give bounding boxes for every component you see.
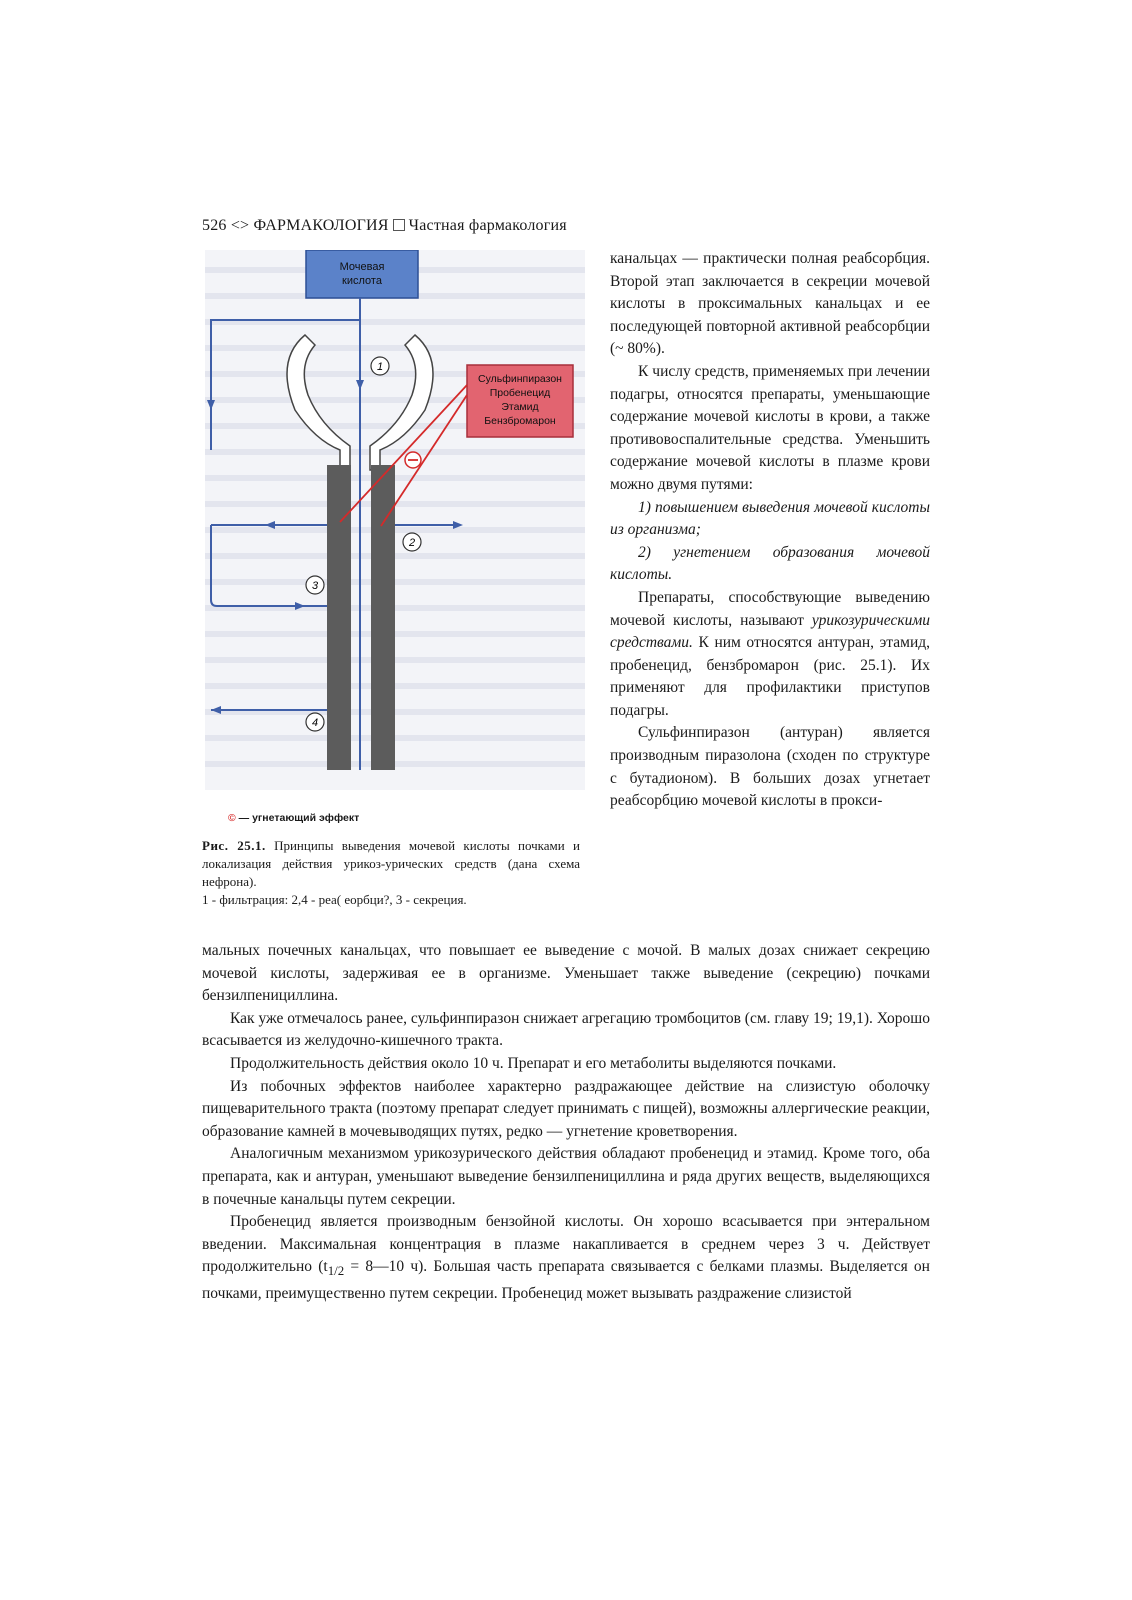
drug-label-1: Сульфинпиразон <box>478 373 562 385</box>
drug-label-2: Пробенецид <box>489 387 551 399</box>
full-paragraph-4: Из побочных эффектов наиболее характерно раздражающее действие на слизистую оболочку пищеварительного тракта (поэтому препарат следует принимать с пищей), возможны аллергические реакции, образование камней в мочевыводящих путях, редко — угнетение кроветворения. <box>202 1077 930 1140</box>
running-header <box>202 217 567 235</box>
col-paragraph-4 <box>610 542 930 587</box>
full-paragraph-3: Продолжительность действия около 10 ч. Препарат и его метаболиты выделяются почками. <box>230 1054 837 1072</box>
col-paragraph-5 <box>610 587 930 723</box>
uric-acid-label-2: кислота <box>342 275 382 287</box>
uric-acid-label-1: Мочевая <box>339 261 385 273</box>
col-paragraph-2: К числу средств, применяемых при лечении подагры, относятся препараты, уменьшающие содержание мочевой кислоты в крови, а также противовоспалительные средства. Уменьшить содержание мочевой кислоты в плазме крови можно двумя путями: <box>610 362 930 493</box>
page-number: 526 <box>202 217 227 234</box>
drug-label-4: Бензбромарон <box>484 415 556 427</box>
inhibit-legend-icon: © <box>228 812 236 824</box>
col-paragraph-1: канальцах — практически полная реабсорбция. Второй этап заключается в секреции мочевой кислоты в проксимальных канальцах и ее последующей повторной активной реабсорбции (~ 80%). <box>610 250 930 358</box>
col-p5-text-b: К ним относятся антуран, этамид, пробенецид, бензбромарон (рис. 25.1). Их применяют для профилактики приступов подагры. <box>610 634 930 719</box>
caption-line2: 1 - фильтрация: 2,4 - реа( еорбци?, 3 - секреция. <box>202 892 467 907</box>
full-paragraph-5: Аналогичным механизмом урикозурического действия обладают пробенецид и этамид. Кроме того, оба препарата, как и антуран, уменьшают выведение бензилпенициллина и ряда других веществ, выделяющихся в почечные канальцы путем секреции. <box>202 1145 930 1208</box>
col-paragraph-6: Сульфинпиразон (антуран) является производным пиразолона (сходен по структуре с бутадионом). В больших дозах угнетает реабсорбцию мочевой кислоты в прокси- <box>610 724 930 810</box>
header-separator: <> <box>230 217 250 234</box>
nephron-figure <box>205 250 585 790</box>
book-title: ФАРМАКОЛОГИЯ <box>253 217 389 234</box>
caption-text: Принципы выведения мочевой кислоты почками и локализация действия урикоз-урических средств (дана схема нефрона). <box>202 838 581 889</box>
step-1: 1 <box>376 361 384 373</box>
full-p6-text-a: Пробенецид является производным бензойной кислоты. Он хорошо всасывается при энтеральном введении. Максимальная концентрация в плазме накапливается в среднем через 3 ч. Действует продолжительно (t <box>202 1213 930 1276</box>
full-paragraph-1: мальных почечных канальцах, что повышает ее выведение с мочой. В малых дозах снижает секрецию мочевой кислоты, задерживая ее в организме. Уменьшает также выведение (секрецию) почками бензилпенициллина. <box>202 942 930 1005</box>
legend-text: — угнетающий эффект <box>235 812 360 824</box>
step-4: 4 <box>311 717 319 729</box>
full-paragraph-6 <box>202 1211 930 1305</box>
col-p5-italic: урикозурическими средствами. <box>610 611 930 652</box>
list-item-2: 2) угнетением образования мочевой кислоты. <box>610 543 930 584</box>
full-paragraph-2: Как уже отмечалось ранее, сульфинпиразон снижает агрегацию тромбоцитов (см. главу 19; 19,1). Хорошо всасывается из желудочно-кишечного тракта. <box>202 1009 930 1050</box>
drug-label-3: Этамид <box>501 401 539 413</box>
caption-label: Рис. 25.1. <box>202 838 266 853</box>
half-life-subscript: 1/2 <box>327 1263 345 1279</box>
step-3: 3 <box>311 580 319 592</box>
section-title: Частная фармакология <box>408 217 567 234</box>
step-2: 2 <box>408 537 416 549</box>
full-width-text <box>202 940 930 1306</box>
square-icon <box>393 219 405 231</box>
right-column <box>610 248 930 813</box>
uric-acid-box <box>306 250 418 298</box>
full-p6-text-b: = 8—10 ч). Большая часть препарата связывается с белками плазмы. Выделяется он почками, преимущественно путем секреции. Пробенецид может вызывать раздражение слизистой <box>202 1258 930 1302</box>
col-paragraph-3 <box>610 497 930 542</box>
tubule-left <box>327 465 351 770</box>
figure-legend <box>228 812 359 824</box>
list-item-1: 1) повышением выведения мочевой кислоты из организма; <box>610 498 930 539</box>
figure-caption <box>202 837 580 909</box>
col-p5-text-a: Препараты, способствующие выведению мочевой кислоты, называют <box>610 588 930 629</box>
